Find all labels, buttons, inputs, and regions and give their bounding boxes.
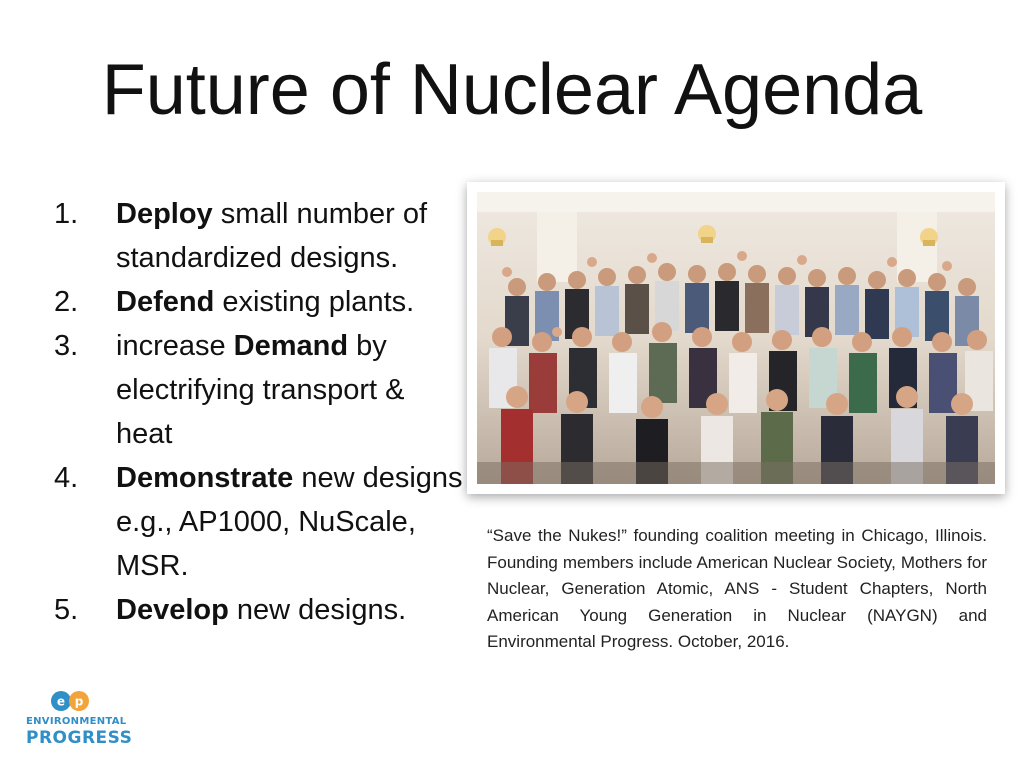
slide-title: Future of Nuclear Agenda <box>101 50 923 130</box>
agenda-keyword: Demonstrate <box>116 462 294 494</box>
agenda-item <box>54 280 464 324</box>
agenda-item <box>54 588 464 632</box>
agenda-keyword: Demand <box>233 330 349 362</box>
agenda-number: 4. <box>54 462 79 494</box>
agenda-text-post: existing plants. <box>214 286 415 318</box>
agenda-text-post: new designs e.g., AP1000, NuScale, MSR. <box>116 462 463 582</box>
group-photo-image <box>477 192 995 484</box>
agenda-number: 3. <box>54 330 79 362</box>
agenda-keyword: Develop <box>116 594 229 626</box>
agenda-text-pre: increase <box>116 330 234 362</box>
agenda-text-post: by electrifying transport & heat <box>116 330 405 450</box>
agenda-item <box>54 324 464 456</box>
environmental-progress-logo-icon <box>50 690 90 712</box>
photo-caption: “Save the Nukes!” founding coalition meeting in Chicago, Illinois. Founding members include American Nuclear Society, Mothers for Nuclear, Generation Atomic, ANS - Student Chapters, North American Young Generation in Nuclear (NAYGN) and Environmental Progress. October, 2016. <box>487 526 987 651</box>
agenda-list <box>54 192 464 632</box>
agenda-text-post: new designs. <box>228 594 407 626</box>
agenda-item <box>54 456 464 588</box>
logo-text-environmental: ENVIRONMENTAL <box>26 716 127 727</box>
agenda-item <box>54 192 464 280</box>
agenda-number: 5. <box>54 594 79 626</box>
agenda-number: 2. <box>54 286 79 318</box>
logo-text-progress: PROGRESS <box>26 728 133 748</box>
group-photo-illustration <box>477 192 995 484</box>
agenda-number: 1. <box>54 198 79 230</box>
agenda-keyword: Deploy <box>116 198 213 230</box>
svg-text:e: e <box>56 694 66 709</box>
photo-frame <box>467 182 1005 494</box>
svg-text:p: p <box>74 694 84 709</box>
agenda-text-post: small number of standardized designs. <box>116 198 428 274</box>
agenda-keyword: Defend <box>116 286 215 318</box>
environmental-progress-logo <box>26 690 133 750</box>
